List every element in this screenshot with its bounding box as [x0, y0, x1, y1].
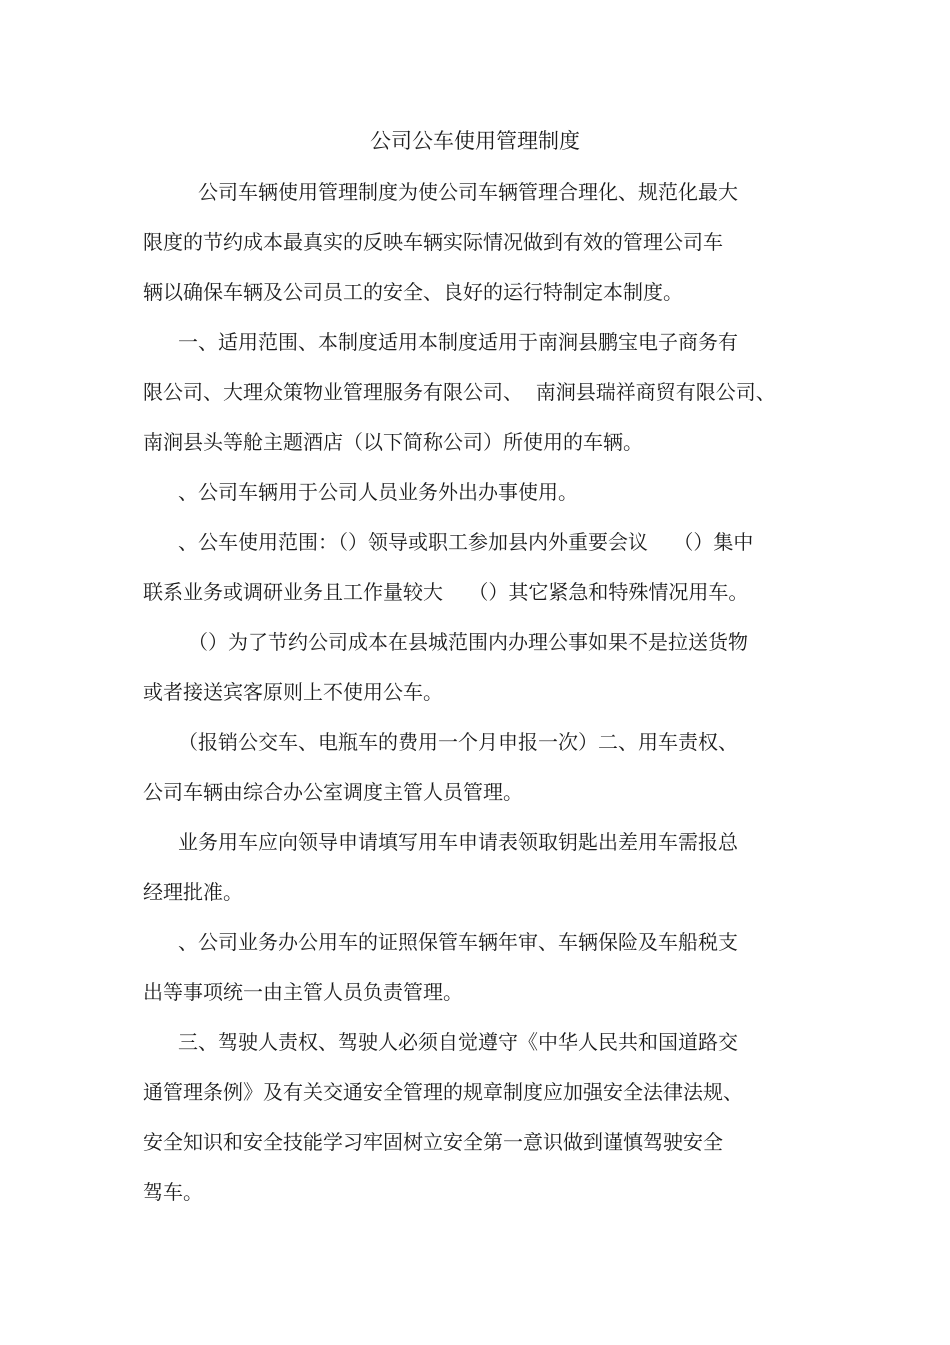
body-line: 经理批准。: [143, 880, 243, 904]
body-line: 联系业务或调研业务且工作量较大 （）其它紧急和特殊情况用车。: [143, 580, 749, 604]
body-line: 或者接送宾客原则上不使用公车。: [143, 680, 443, 704]
body-line: 通管理条例》及有关交通安全管理的规章制度应加强安全法律法规、: [143, 1080, 743, 1104]
document-title: 公司公车使用管理制度: [370, 129, 580, 153]
body-line: 限公司、大理众策物业管理服务有限公司、 南涧县瑞祥商贸有限公司、: [143, 380, 776, 404]
body-line: 南涧县头等舱主题酒店（以下简称公司）所使用的车辆。: [143, 430, 643, 454]
body-line: 三、驾驶人责权、驾驶人必须自觉遵守《中华人民共和国道路交: [178, 1030, 738, 1054]
body-line: 、公司业务办公用车的证照保管车辆年审、车辆保险及车船税支: [178, 930, 738, 954]
body-line: 辆以确保车辆及公司员工的安全、良好的运行特制定本制度。: [143, 280, 683, 304]
body-line: 公司车辆由综合办公室调度主管人员管理。: [143, 780, 523, 804]
body-line: （）为了节约公司成本在县城范围内办理公事如果不是拉送货物: [188, 630, 748, 654]
body-line: 一、适用范围、本制度适用本制度适用于南涧县鹏宝电子商务有: [178, 330, 738, 354]
body-line: 公司车辆使用管理制度为使公司车辆管理合理化、规范化最大: [198, 180, 738, 204]
body-line: 驾车。: [143, 1180, 203, 1204]
body-line: 出等事项统一由主管人员负责管理。: [143, 980, 463, 1004]
body-line: 、公车使用范围：（）领导或职工参加县内外重要会议 （）集中: [178, 530, 754, 554]
body-line: 限度的节约成本最真实的反映车辆实际情况做到有效的管理公司车: [143, 230, 723, 254]
body-line: 、公司车辆用于公司人员业务外出办事使用。: [178, 480, 578, 504]
body-line: 业务用车应向领导申请填写用车申请表领取钥匙出差用车需报总: [178, 830, 738, 854]
body-line: （报销公交车、电瓶车的费用一个月申报一次）二、用车责权、: [178, 730, 738, 754]
body-line: 安全知识和安全技能学习牢固树立安全第一意识做到谨慎驾驶安全: [143, 1130, 723, 1154]
